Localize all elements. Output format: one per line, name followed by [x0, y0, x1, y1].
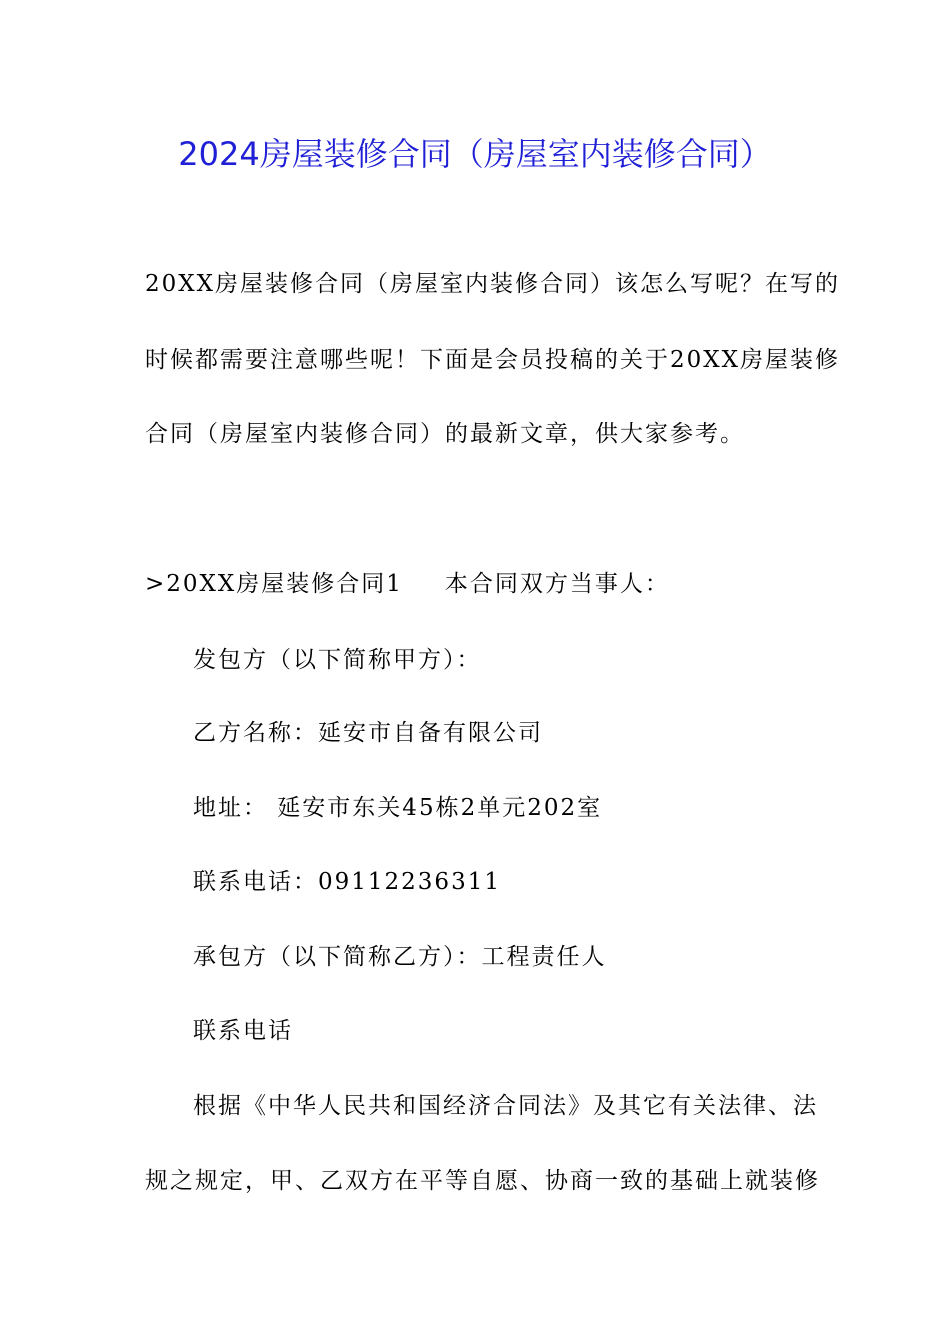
party-line-1: 发包方（以下简称甲方）： [193, 647, 482, 673]
section-heading: >20XX房屋装修合同1 [145, 571, 403, 597]
document-title: 2024房屋装修合同（房屋室内装修合同） [178, 135, 772, 173]
body-line-1: 根据《中华人民共和国经济合同法》及其它有关法律、法 [193, 1093, 818, 1119]
party-line-2: 乙方名称：延安市自备有限公司 [193, 720, 543, 746]
intro-line-3: 合同（房屋室内装修合同）的最新文章，供大家参考。 [145, 421, 745, 447]
section-heading-line [145, 564, 810, 604]
body-line-2: 规之规定，甲、乙双方在平等自愿、协商一致的基础上就装修 [145, 1168, 820, 1194]
intro-line-2: 时候都需要注意哪些呢！下面是会员投稿的关于20XX房屋装修 [145, 347, 841, 373]
section-heading-cont: 本合同双方当事人： [444, 571, 670, 597]
party-line-4: 联系电话：09112236311 [193, 869, 501, 895]
intro-line-1: 20XX房屋装修合同（房屋室内装修合同）该怎么写呢？在写的 [145, 271, 841, 297]
party-line-5: 承包方（以下简称乙方）：工程责任人 [193, 944, 607, 970]
party-line-6: 联系电话 [193, 1018, 293, 1044]
party-line-3: 地址： 延安市东关45栋2单元202室 [193, 795, 603, 821]
